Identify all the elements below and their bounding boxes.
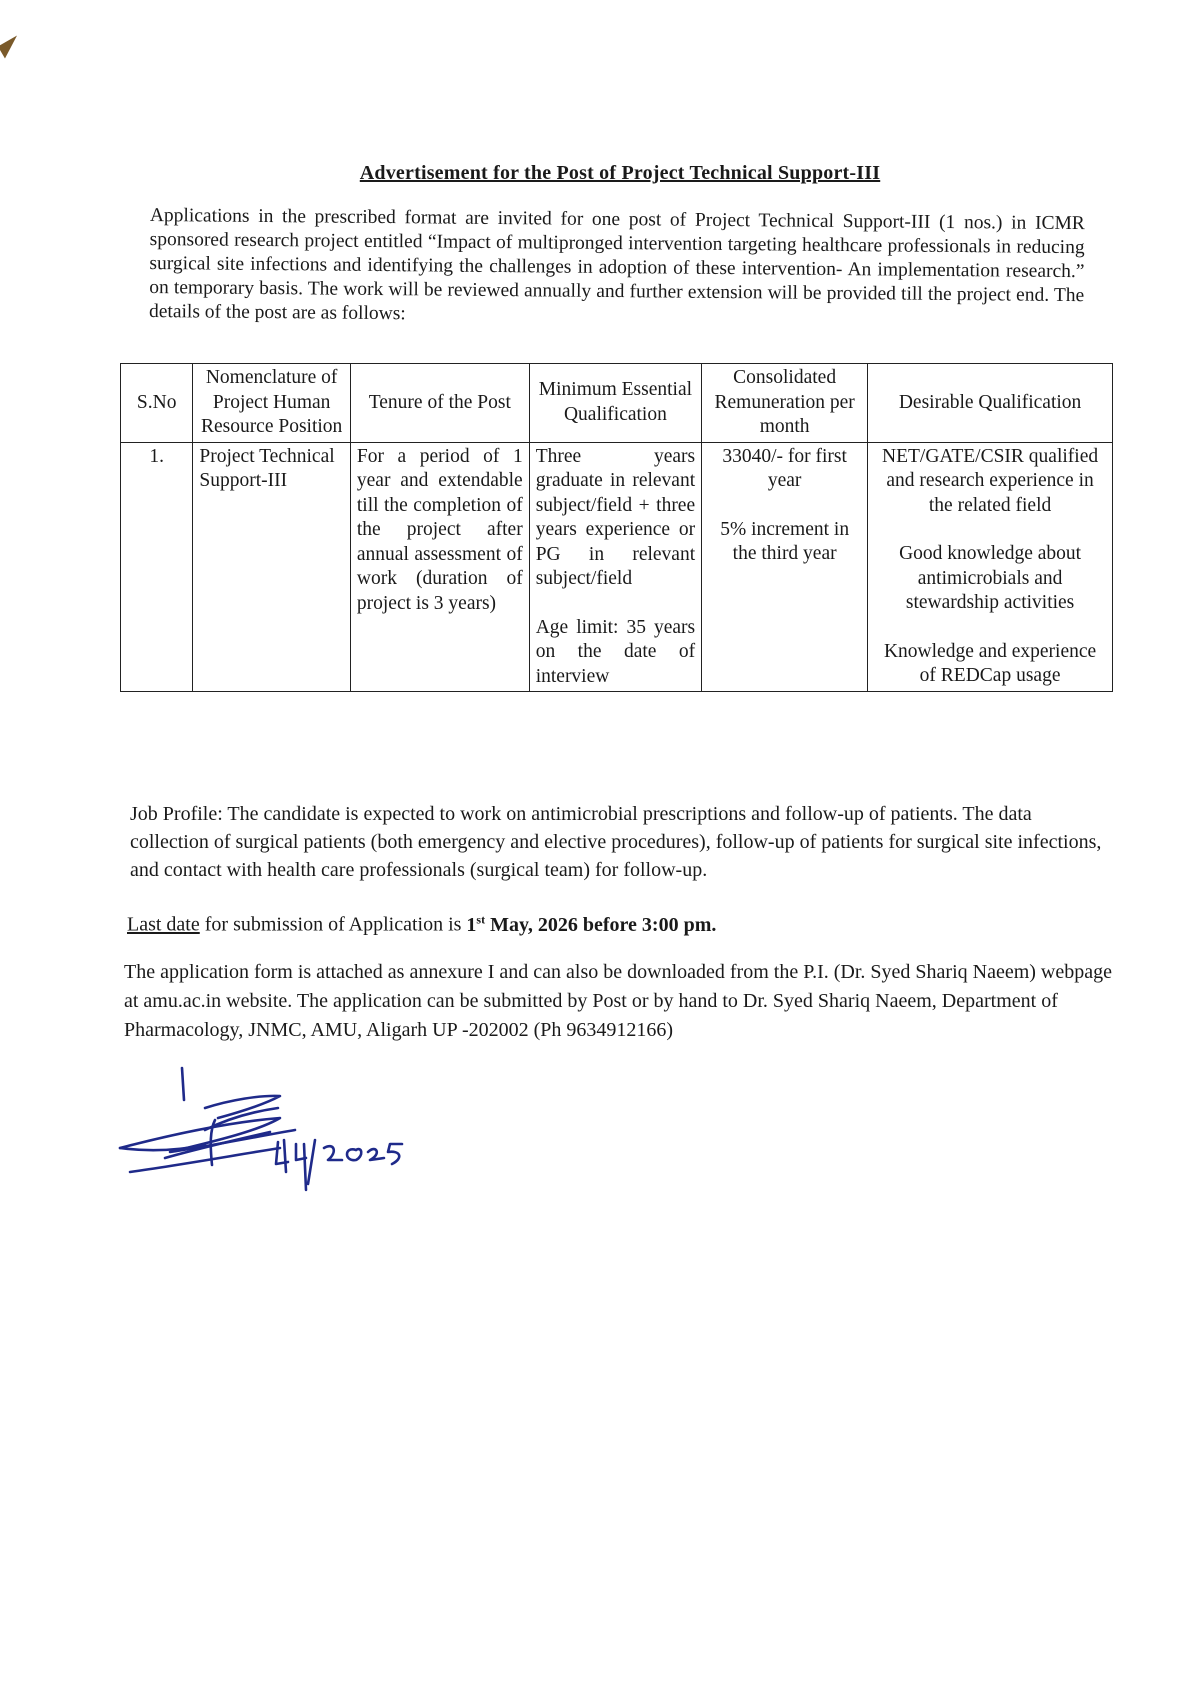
last-date-label: Last date bbox=[127, 913, 200, 936]
desirable-qualification-2: Good knowledge about antimicrobials and stewardship activities bbox=[899, 543, 1082, 613]
cell-desirable-qualification bbox=[868, 442, 1113, 692]
cell-tenure: For a period of 1 year and extendable till the completion of the project after annual assessment of work (duration of project is 3 years) bbox=[350, 442, 529, 692]
intro-paragraph: Applications in the prescribed format are invited for one post of Project Technical Support-III (1 nos.) in ICMR sponsored research project entitled “Impact of multipronged intervention targeting healthcare professionals in reducing surgical site infections and identifying the challenges in adoption of these intervention- An implementation research.” on temporary basis. The work will be reviewed annually and further extension will be provided till the project end. The details of the post are as follows: bbox=[148, 204, 1085, 325]
header-min-qualification: Minimum Essential Qualification bbox=[529, 364, 701, 443]
post-details-table bbox=[120, 363, 1113, 692]
header-remuneration: Consolidated Remuneration per month bbox=[702, 364, 868, 443]
cell-position: Project Technical Support-III bbox=[193, 442, 351, 692]
last-date-day: 1 bbox=[466, 913, 477, 936]
job-profile-paragraph: Job Profile: The candidate is expected to work on antimicrobial prescriptions and follow-up of patients. The data collection of surgical patients (both emergency and elective procedures), follow-up of patients for surgical site infections, and contact with health care professionals (surgical team) for follow-up. bbox=[130, 803, 1102, 881]
last-date-rest: May, 2026 before 3:00 pm. bbox=[485, 913, 717, 936]
last-date-day-suffix: st bbox=[476, 912, 486, 926]
remuneration-increment: 5% increment in the third year bbox=[720, 518, 850, 564]
cell-sno: 1. bbox=[121, 442, 193, 692]
last-date-line bbox=[127, 905, 1112, 939]
header-tenure: Tenure of the Post bbox=[350, 364, 529, 443]
desirable-qualification-3: Knowledge and experience of REDCap usage bbox=[883, 640, 1097, 686]
header-nomenclature: Nomenclature of Project Human Resource Position bbox=[193, 364, 351, 443]
desirable-qualification-1: NET/GATE/CSIR qualified and research experience in the related field bbox=[882, 445, 1099, 516]
header-desirable-qualification: Desirable Qualification bbox=[868, 364, 1113, 443]
advertisement-title: Advertisement for the Post of Project Technical Support-III bbox=[359, 162, 881, 184]
corner-fold-mark bbox=[0, 35, 24, 58]
application-info-paragraph: The application form is attached as annexure I and can also be downloaded from the P.I. (Dr. Syed Shariq Naeem) webpage at amu.ac.in website. The application can be submitted by Post or by hand to Dr. Syed Shariq Naeem, Department of Pharmacology, JNMC, AMU, Aligarh UP -202002 (Ph 9634912166) bbox=[124, 961, 1112, 1041]
min-qualification-text: Three years graduate in relevant subject/field + three years experience or PG in relevant subject/field bbox=[535, 445, 696, 589]
handwritten-signature bbox=[110, 1060, 430, 1220]
last-date-value bbox=[466, 914, 716, 936]
header-sno: S.No bbox=[121, 364, 193, 443]
remuneration-first-year: 33040/- for first year bbox=[722, 445, 847, 491]
cell-remuneration bbox=[702, 442, 868, 692]
table-row bbox=[121, 442, 1113, 692]
table-header-row bbox=[121, 364, 1113, 443]
last-date-text: for submission of Application is bbox=[199, 913, 467, 936]
cell-min-qualification bbox=[529, 442, 701, 692]
age-limit-text: Age limit: 35 years on the date of interview bbox=[535, 616, 696, 687]
